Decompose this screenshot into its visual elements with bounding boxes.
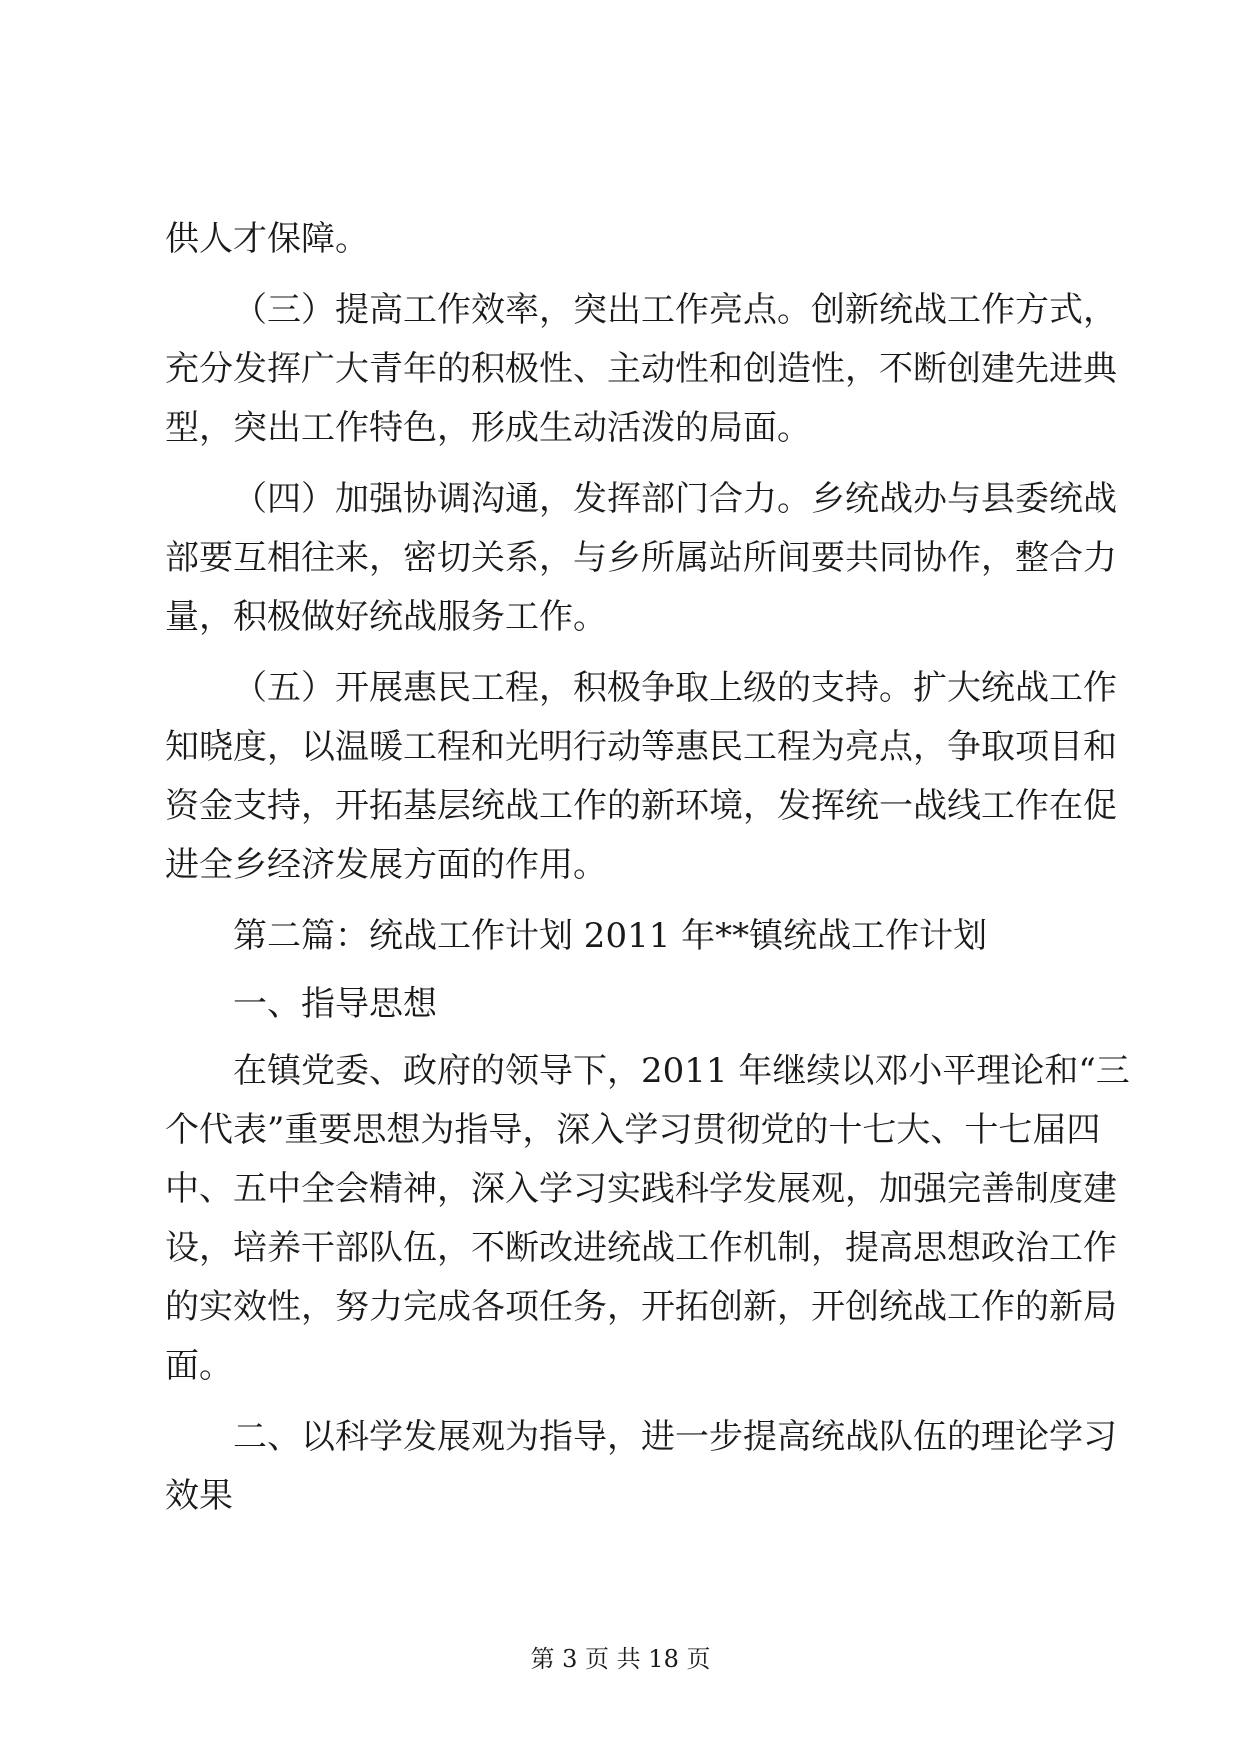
text-line-4: 型，突出工作特色，形成生动活泼的局面。 [165, 408, 811, 448]
text-line-18: 的实效性，努力完成各项任务，开拓创新，开创统战工作的新局 [165, 1287, 1117, 1327]
text-line-14: 在镇党委、政府的领导下，2011 年继续以邓小平理论和“三 [233, 1051, 1130, 1091]
paragraph-3-heading-line: （三）提高工作效率，突出工作亮点。创新统战工作方式， [233, 290, 1117, 330]
text-line-7: 量，积极做好统战服务工作。 [165, 597, 607, 637]
text-line-10: 资金支持，开拓基层统战工作的新环境，发挥统一战线工作在促 [165, 786, 1117, 826]
text-line-15: 个代表”重要思想为指导，深入学习贯彻党的十七大、十七届四 [165, 1110, 1101, 1150]
text-line-16: 中、五中全会精神，深入学习实践科学发展观，加强完善制度建 [165, 1169, 1117, 1209]
text-line-6: 部要互相往来，密切关系，与乡所属站所间要共同协作，整合力 [165, 538, 1117, 578]
paragraph-4-heading-line: （四）加强协调沟通，发挥部门合力。乡统战办与县委统战 [233, 479, 1117, 519]
paragraph-5-heading-line: （五）开展惠民工程，积极争取上级的支持。扩大统战工作 [233, 668, 1117, 708]
text-line-19: 面。 [165, 1346, 233, 1386]
text-line-9: 知晓度，以温暖工程和光明行动等惠民工程为亮点，争取项目和 [165, 727, 1117, 767]
text-line-11: 进全乡经济发展方面的作用。 [165, 845, 607, 885]
page-footer: 第 3 页 共 18 页 [530, 1645, 711, 1673]
heading-guiding-ideology: 一、指导思想 [233, 984, 437, 1024]
text-line-3: 充分发挥广大青年的积极性、主动性和创造性，不断创建先进典 [165, 349, 1117, 389]
section-title: 第二篇：统战工作计划 2011 年**镇统战工作计划 [233, 916, 988, 956]
text-line-17: 设，培养干部队伍，不断改进统战工作机制，提高思想政治工作 [165, 1228, 1117, 1268]
heading-section-two: 二、以科学发展观为指导，进一步提高统战队伍的理论学习 [233, 1417, 1117, 1457]
text-line-21: 效果 [165, 1476, 233, 1516]
text-line-1: 供人才保障。 [165, 219, 369, 259]
